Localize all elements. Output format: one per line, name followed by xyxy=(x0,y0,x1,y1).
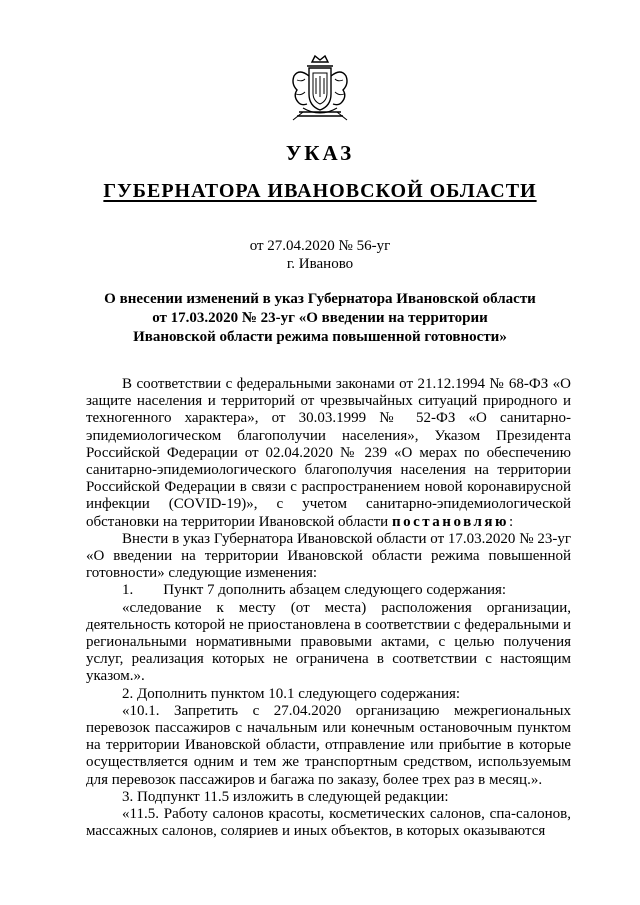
document-issuer-text: ГУБЕРНАТОРА ИВАНОВСКОЙ ОБЛАСТИ xyxy=(103,180,537,202)
document-issuer xyxy=(0,180,640,203)
paragraph-preamble xyxy=(86,376,571,531)
document-title: УКАЗ xyxy=(285,141,355,165)
document-city: г. Иваново xyxy=(286,256,354,272)
paragraph: «11.5. Работу салонов красоты, косметических салонов, спа-салонов, массажных салонов, соляриев и иных объектов, в которых оказываются xyxy=(86,806,571,840)
heading-line: Ивановской области режима повышенной готовности» xyxy=(133,329,507,345)
coat-of-arms-icon xyxy=(289,54,351,124)
preamble-end: : xyxy=(508,513,514,530)
document-heading xyxy=(70,290,570,347)
heading-line: О внесении изменений в указ Губернатора Ивановской области xyxy=(104,291,536,307)
decree-word: постановляю xyxy=(391,513,509,530)
paragraph: «10.1. Запретить с 27.04.2020 организацию межрегиональных перевозок пассажиров с начальным или конечным остановочным пунктом на территории Ивановской области, отправление или прибытие в которые осуществляется одним и тем же транспортным средством, используемым для перевозок пассажиров и багажа по заказу, более трех раз в месяц.». xyxy=(86,702,571,788)
paragraph: 3. Подпункт 11.5 изложить в следующей редакции: xyxy=(122,788,449,805)
paragraph: «следование к месту (от места) расположения организации, деятельность которой не приостановлена в соответствии с федеральными и региональными нормативными правовыми актами, с целью получения услуг, реализация которых не ограничена в соответствии с настоящим указом.». xyxy=(86,599,571,685)
paragraph: Внести в указ Губернатора Ивановской области от 17.03.2020 № 23-уг «О введении на территории Ивановской области режима повышенной готовности» следующие изменения: xyxy=(86,530,571,582)
paragraph: 1. Пункт 7 дополнить абзацем следующего содержания: xyxy=(122,582,507,599)
document-date-number: от 27.04.2020 № 56-уг xyxy=(249,238,391,254)
document-body xyxy=(86,376,571,840)
heading-line: от 17.03.2020 № 23-уг «О введении на территории xyxy=(152,310,488,326)
paragraph: 2. Дополнить пунктом 10.1 следующего содержания: xyxy=(122,685,461,702)
preamble-text: В соответствии с федеральными законами от 21.12.1994 № 68-ФЗ «О защите населения и территорий от чрезвычайных ситуаций природного и техногенного характера», от 30.03.1999 № 52-ФЗ «О санитарно-эпидемиологическом благополучии населения», Указом Президента Российской Федерации от 02.04.2020 № 239 «О мерах по обеспечению санитарно-эпидемиологического благополучия населения на территории Российской Федерации в связи с распространением новой коронавирусной инфекции (COVID-19)», с учетом санитарно-эпидемиологической обстановки на территории Ивановской области xyxy=(86,376,571,530)
